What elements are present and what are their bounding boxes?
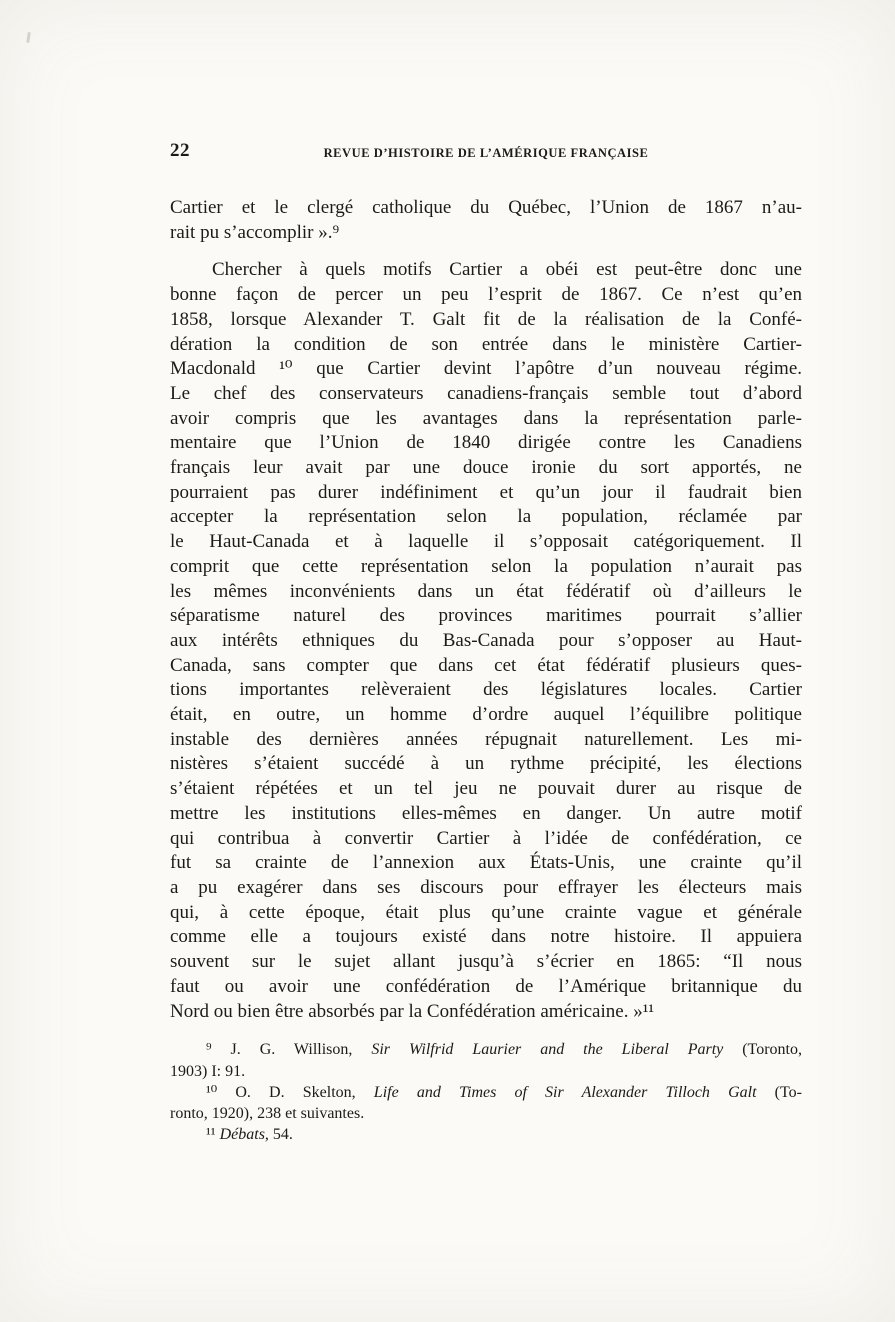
body-line: s’étaient répétées et un tel jeu ne pouvait durer au risque de <box>170 778 802 800</box>
body-line: qui contribua à convertir Cartier à l’idée de confédération, ce <box>170 827 802 849</box>
body-line: comprit que cette représentation selon la population n’aurait pas <box>170 555 802 577</box>
footnote-text: ⁹ J. G. Willison, <box>206 1041 372 1059</box>
footnote-work-title: Débats <box>219 1126 265 1144</box>
body-line: fut sa crainte de l’annexion aux États-Unis, une crainte qu’il <box>170 852 802 874</box>
footnote-text: (Toronto, <box>723 1041 802 1059</box>
body-line: français leur avait par une douce ironie du sort apportés, ne <box>170 457 802 479</box>
body-line: qui, à cette époque, était plus qu’une crainte vague et générale <box>170 901 802 923</box>
body-line: rait pu s’accomplir ».⁹ <box>170 221 340 243</box>
body-line: souvent sur le sujet allant jusqu’à s’écrier en 1865: “Il nous <box>170 951 802 973</box>
paragraph <box>170 196 802 245</box>
body-line: séparatisme naturel des provinces maritimes pourrait s’allier <box>170 605 802 627</box>
footnote-line <box>170 1124 802 1145</box>
body-line: Cartier et le clergé catholique du Québec, l’Union de 1867 n’au- <box>170 197 802 218</box>
footnotes <box>170 1039 802 1145</box>
running-title: REVUE D’HISTOIRE DE L’AMÉRIQUE FRANÇAISE <box>323 146 649 160</box>
body-line: était, en outre, un homme d’ordre auquel l’équilibre politique <box>170 704 802 726</box>
page-number: 22 <box>170 140 190 161</box>
scan-artifact <box>26 32 31 43</box>
footnote-text: ¹⁰ O. D. Skelton, <box>206 1083 374 1101</box>
body-line: Canada, sans compter que dans cet état fédératif plusieurs ques- <box>170 654 802 676</box>
page-content <box>170 140 802 1146</box>
body-line: Chercher à quels motifs Cartier a obéi est peut-être donc une <box>212 259 802 281</box>
footnote-text: ronto, 1920), 238 et suivantes. <box>170 1105 365 1123</box>
body-line: nistères s’étaient succédé à un rythme précipité, les élections <box>170 753 802 775</box>
body-line: instable des dernières années répugnait naturellement. Les mi- <box>170 728 802 750</box>
footnote <box>170 1039 802 1082</box>
body-line: a pu exagérer dans ses discours pour effrayer les électeurs mais <box>170 876 802 898</box>
body-line: Nord ou bien être absorbés par la Confédération américaine. »¹¹ <box>170 1000 655 1022</box>
running-head <box>170 140 802 167</box>
footnote-line <box>170 1103 802 1124</box>
body-line: accepter la représentation selon la population, réclamée par <box>170 506 802 528</box>
paragraph <box>170 258 802 1024</box>
footnote-line <box>170 1061 802 1082</box>
footnote-text: 1903) I: 91. <box>170 1062 246 1080</box>
footnote-line <box>170 1039 802 1060</box>
body-line: faut ou avoir une confédération de l’Amérique britannique du <box>170 975 802 997</box>
footnote <box>170 1082 802 1125</box>
body-line: bonne façon de percer un peu l’esprit de 1867. Ce n’est qu’en <box>170 284 802 306</box>
footnote-line <box>170 1082 802 1103</box>
footnote-work-title: Sir Wilfrid Laurier and the Liberal Party <box>371 1041 724 1059</box>
body-line: dération la condition de son entrée dans le ministère Cartier- <box>170 333 802 355</box>
body-line: mentaire que l’Union de 1840 dirigée contre les Canadiens <box>170 432 802 454</box>
footnote <box>170 1124 802 1145</box>
body-line: aux intérêts ethniques du Bas-Canada pour s’opposer au Haut- <box>170 629 802 651</box>
body-line: comme elle a toujours existé dans notre histoire. Il appuiera <box>170 926 802 948</box>
body-line: Le chef des conservateurs canadiens-français semble tout d’abord <box>170 382 802 404</box>
body-line: 1858, lorsque Alexander T. Galt fit de la réalisation de la Confé- <box>170 308 802 330</box>
body-text <box>170 196 802 1024</box>
body-line: avoir compris que les avantages dans la représentation parle- <box>170 407 802 429</box>
body-line: le Haut-Canada et à laquelle il s’opposait catégoriquement. Il <box>170 531 802 553</box>
footnote-work-title: Life and Times of Sir Alexander Tilloch Galt <box>373 1083 757 1101</box>
footnote-text: , 54. <box>264 1126 293 1144</box>
body-line: tions importantes relèveraient des législatures locales. Cartier <box>170 679 802 701</box>
body-line: pourraient pas durer indéfiniment et qu’un jour il faudrait bien <box>170 481 802 503</box>
body-line: Macdonald ¹⁰ que Cartier devint l’apôtre d’un nouveau régime. <box>170 358 802 380</box>
footnote-text: (To- <box>756 1083 802 1101</box>
body-line: mettre les institutions elles-mêmes en danger. Un autre motif <box>170 802 802 824</box>
footnote-text: ¹¹ <box>206 1126 220 1144</box>
body-line: les mêmes inconvénients dans un état fédératif où d’ailleurs le <box>170 580 802 602</box>
